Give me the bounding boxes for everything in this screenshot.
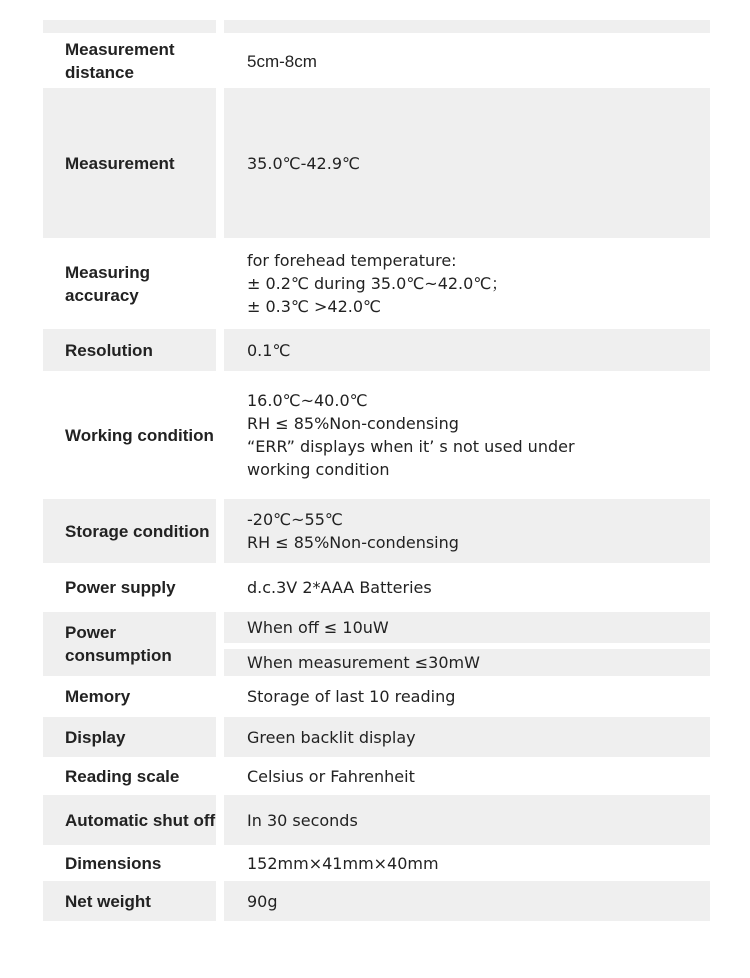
spec-value: 5cm-8cm xyxy=(247,51,317,71)
spec-label: Power consumption xyxy=(43,612,216,676)
spec-label: Measuring accuracy xyxy=(65,262,151,305)
spec-value-line: working condition xyxy=(247,460,390,479)
table-row xyxy=(43,759,710,793)
spec-value-line: RH ≤ 85%Non-condensing xyxy=(247,533,459,552)
spec-label: Resolution xyxy=(43,329,216,371)
spec-value-line: RH ≤ 85%Non-condensing xyxy=(247,414,459,433)
spec-value: Green backlit display xyxy=(224,717,710,757)
spec-value-line: ± 0.2℃ during 35.0℃~42.0℃； xyxy=(247,274,508,293)
table-row xyxy=(43,499,710,563)
spec-value-line: 16.0℃~40.0℃ xyxy=(247,391,368,410)
spec-value xyxy=(224,374,710,496)
table-row xyxy=(43,88,710,238)
spec-value-line: for forehead temperature: xyxy=(247,251,457,270)
spec-label: Measurement distance xyxy=(65,40,175,82)
spec-value xyxy=(224,499,710,563)
spec-value-cell xyxy=(224,20,710,33)
table-row xyxy=(43,241,710,326)
spec-label: Net weight xyxy=(43,881,216,921)
spec-value: Celsius or Fahrenheit xyxy=(247,766,415,786)
table-row xyxy=(43,20,710,33)
spec-value xyxy=(224,241,710,326)
table-row xyxy=(43,329,710,371)
spec-value: 35.0℃-42.9℃ xyxy=(224,88,710,238)
spec-label: Storage condition xyxy=(43,499,216,563)
spec-value: 0.1℃ xyxy=(224,329,710,371)
spec-label: Reading scale xyxy=(65,766,180,786)
spec-value-line: “ERR” displays when it’ s not used under xyxy=(247,437,575,456)
spec-value-line: When measurement ≤30mW xyxy=(224,649,710,676)
spec-value: In 30 seconds xyxy=(224,795,710,845)
spec-label: Power supply xyxy=(65,578,176,597)
table-row xyxy=(43,566,710,609)
spec-label: Automatic shut off xyxy=(43,795,216,845)
spec-value-line: When off ≤ 10uW xyxy=(224,612,710,643)
table-row xyxy=(43,374,710,496)
spec-value: 90g xyxy=(224,881,710,921)
table-row xyxy=(43,717,710,757)
table-row xyxy=(43,612,710,676)
spec-label: Dimensions xyxy=(65,853,162,873)
table-row xyxy=(43,36,710,86)
table-row xyxy=(43,678,710,714)
spec-label: Display xyxy=(43,717,216,757)
spec-value: Storage of last 10 reading xyxy=(247,686,456,706)
spec-value-line: ± 0.3℃ >42.0℃ xyxy=(247,297,381,316)
spec-value: 152mm×41mm×40mm xyxy=(247,853,439,873)
table-row xyxy=(43,847,710,879)
table-row xyxy=(43,881,710,921)
table-row xyxy=(43,795,710,845)
spec-label: Measurement xyxy=(43,88,216,238)
spec-label: Memory xyxy=(65,686,131,706)
spec-value-line: -20℃~55℃ xyxy=(247,510,343,529)
spec-label-cell xyxy=(43,20,216,33)
spec-value: d.c.3V 2*AAA Batteries xyxy=(247,578,432,597)
spec-label: Working condition xyxy=(65,425,214,445)
